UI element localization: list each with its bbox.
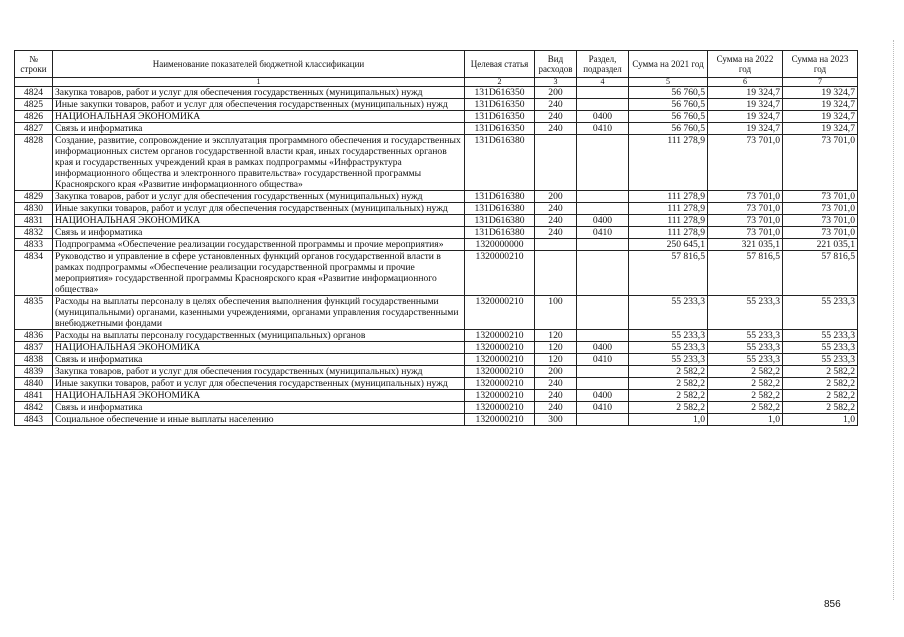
sum-2021-cell: 57 816,5 (629, 251, 708, 296)
section-cell (577, 330, 629, 342)
target-article-cell: 1320000210 (465, 296, 535, 330)
indicator-name-cell: Связь и информатика (53, 402, 465, 414)
sum-2023-cell: 2 582,2 (783, 402, 858, 414)
sum-2021-cell: 111 278,9 (629, 203, 708, 215)
sum-2023-cell: 2 582,2 (783, 366, 858, 378)
target-article-cell: 1320000210 (465, 251, 535, 296)
sum-2022-cell: 19 324,7 (708, 111, 783, 123)
indicator-name-cell: НАЦИОНАЛЬНАЯ ЭКОНОМИКА (53, 111, 465, 123)
row-number-cell: 4837 (15, 342, 53, 354)
sum-2021-cell: 111 278,9 (629, 191, 708, 203)
sum-2021-cell: 56 760,5 (629, 99, 708, 111)
sum-2021-cell: 1,0 (629, 414, 708, 426)
sum-2021-cell: 55 233,3 (629, 354, 708, 366)
expense-type-cell: 120 (535, 330, 577, 342)
column-number: 3 (535, 78, 577, 87)
table-row (15, 123, 858, 135)
target-article-cell: 131D616350 (465, 123, 535, 135)
indicator-name-cell: Связь и информатика (53, 227, 465, 239)
section-cell: 0410 (577, 123, 629, 135)
table-row (15, 330, 858, 342)
sum-2023-cell: 221 035,1 (783, 239, 858, 251)
row-number-cell: 4840 (15, 378, 53, 390)
target-article-cell: 1320000210 (465, 354, 535, 366)
table-row (15, 296, 858, 330)
sum-2022-cell: 2 582,2 (708, 378, 783, 390)
sum-2021-cell: 111 278,9 (629, 227, 708, 239)
table-row (15, 135, 858, 191)
sum-2021-cell: 111 278,9 (629, 215, 708, 227)
target-article-cell: 1320000210 (465, 414, 535, 426)
target-article-cell: 131D616350 (465, 111, 535, 123)
target-article-cell: 1320000000 (465, 239, 535, 251)
section-cell: 0410 (577, 354, 629, 366)
target-article-cell: 131D616350 (465, 87, 535, 99)
sum-2022-cell: 73 701,0 (708, 203, 783, 215)
row-number-cell: 4843 (15, 414, 53, 426)
expense-type-cell: 240 (535, 111, 577, 123)
expense-type-cell (535, 239, 577, 251)
sum-2022-cell: 19 324,7 (708, 123, 783, 135)
indicator-name-cell: Подпрограмма «Обеспечение реализации государственной программы и прочие мероприятия» (53, 239, 465, 251)
section-cell: 0400 (577, 342, 629, 354)
section-cell: 0400 (577, 215, 629, 227)
sum-2023-cell: 55 233,3 (783, 296, 858, 330)
row-number-cell: 4838 (15, 354, 53, 366)
table-row (15, 239, 858, 251)
indicator-name-cell: Закупка товаров, работ и услуг для обеспечения государственных (муниципальных) нужд (53, 87, 465, 99)
budget-table (14, 50, 858, 426)
header-section: Раздел, подраздел (577, 51, 629, 78)
indicator-name-cell: Создание, развитие, сопровождение и эксплуатация программного обеспечения и государственных информационных систем органов государственной власти края, иных государственных органов края и государственных учреждений края в рамках подпрограммы «Инфраструктура информационного общества и электронного правительства» государственной программы Красноярского края «Развитие информационного общества» (53, 135, 465, 191)
expense-type-cell: 100 (535, 296, 577, 330)
sum-2023-cell: 55 233,3 (783, 342, 858, 354)
sum-2023-cell: 73 701,0 (783, 135, 858, 191)
sum-2023-cell: 19 324,7 (783, 123, 858, 135)
section-cell: 0400 (577, 111, 629, 123)
target-article-cell: 1320000210 (465, 402, 535, 414)
sum-2022-cell: 73 701,0 (708, 191, 783, 203)
sum-2023-cell: 19 324,7 (783, 99, 858, 111)
indicator-name-cell: Руководство и управление в сфере установленных функций органов государственной власти в рамках подпрограммы «Обеспечение реализации государственной программы и прочие мероприятия» государственной программы Красноярского края «Развитие информационного общества» (53, 251, 465, 296)
table-body (15, 87, 858, 426)
sum-2023-cell: 2 582,2 (783, 378, 858, 390)
indicator-name-cell: Связь и информатика (53, 354, 465, 366)
expense-type-cell: 200 (535, 366, 577, 378)
target-article-cell: 131D616380 (465, 191, 535, 203)
sum-2022-cell: 73 701,0 (708, 215, 783, 227)
header-row-number: № строки (15, 51, 53, 78)
expense-type-cell: 240 (535, 402, 577, 414)
expense-type-cell: 120 (535, 342, 577, 354)
table-row (15, 378, 858, 390)
row-number-cell: 4826 (15, 111, 53, 123)
header-target-article: Целевая статья (465, 51, 535, 78)
target-article-cell: 1320000210 (465, 378, 535, 390)
target-article-cell: 1320000210 (465, 330, 535, 342)
indicator-name-cell: Социальное обеспечение и иные выплаты населению (53, 414, 465, 426)
indicator-name-cell: Закупка товаров, работ и услуг для обеспечения государственных (муниципальных) нужд (53, 366, 465, 378)
expense-type-cell: 240 (535, 215, 577, 227)
sum-2022-cell: 55 233,3 (708, 296, 783, 330)
sum-2022-cell: 2 582,2 (708, 402, 783, 414)
target-article-cell: 131D616380 (465, 227, 535, 239)
row-number-cell: 4830 (15, 203, 53, 215)
sum-2023-cell: 19 324,7 (783, 111, 858, 123)
table-row (15, 191, 858, 203)
indicator-name-cell: Иные закупки товаров, работ и услуг для обеспечения государственных (муниципальных) нужд (53, 99, 465, 111)
sum-2022-cell: 1,0 (708, 414, 783, 426)
table-row (15, 402, 858, 414)
target-article-cell: 131D616380 (465, 215, 535, 227)
sum-2023-cell: 73 701,0 (783, 227, 858, 239)
expense-type-cell: 240 (535, 390, 577, 402)
header-sum-2021: Сумма на 2021 год (629, 51, 708, 78)
row-number-cell: 4834 (15, 251, 53, 296)
column-number (15, 78, 53, 87)
table-row (15, 390, 858, 402)
section-cell (577, 366, 629, 378)
row-number-cell: 4835 (15, 296, 53, 330)
sum-2021-cell: 2 582,2 (629, 366, 708, 378)
section-cell (577, 251, 629, 296)
sum-2021-cell: 55 233,3 (629, 342, 708, 354)
row-number-cell: 4824 (15, 87, 53, 99)
expense-type-cell: 240 (535, 227, 577, 239)
table-row (15, 354, 858, 366)
target-article-cell: 1320000210 (465, 342, 535, 354)
target-article-cell: 1320000210 (465, 366, 535, 378)
indicator-name-cell: Связь и информатика (53, 123, 465, 135)
page-edge-divider (893, 40, 895, 600)
sum-2021-cell: 2 582,2 (629, 378, 708, 390)
section-cell (577, 378, 629, 390)
table-row (15, 227, 858, 239)
section-cell (577, 87, 629, 99)
table-row (15, 203, 858, 215)
sum-2021-cell: 2 582,2 (629, 402, 708, 414)
sum-2023-cell: 2 582,2 (783, 390, 858, 402)
indicator-name-cell: Закупка товаров, работ и услуг для обеспечения государственных (муниципальных) нужд (53, 191, 465, 203)
indicator-name-cell: НАЦИОНАЛЬНАЯ ЭКОНОМИКА (53, 390, 465, 402)
sum-2023-cell: 1,0 (783, 414, 858, 426)
table-row (15, 366, 858, 378)
table-row (15, 414, 858, 426)
column-number: 2 (465, 78, 535, 87)
section-cell (577, 135, 629, 191)
column-number: 1 (53, 78, 465, 87)
table-row (15, 99, 858, 111)
expense-type-cell: 240 (535, 378, 577, 390)
sum-2023-cell: 55 233,3 (783, 354, 858, 366)
page-number: 856 (824, 599, 841, 610)
sum-2022-cell: 73 701,0 (708, 227, 783, 239)
sum-2022-cell: 2 582,2 (708, 390, 783, 402)
expense-type-cell: 300 (535, 414, 577, 426)
column-number: 5 (629, 78, 708, 87)
table-row (15, 215, 858, 227)
target-article-cell: 1320000210 (465, 390, 535, 402)
column-number: 4 (577, 78, 629, 87)
sum-2021-cell: 56 760,5 (629, 87, 708, 99)
table-row (15, 111, 858, 123)
section-cell: 0400 (577, 390, 629, 402)
sum-2022-cell: 55 233,3 (708, 342, 783, 354)
section-cell (577, 203, 629, 215)
row-number-cell: 4827 (15, 123, 53, 135)
row-number-cell: 4839 (15, 366, 53, 378)
sum-2023-cell: 55 233,3 (783, 330, 858, 342)
header-sum-2023: Сумма на 2023 год (783, 51, 858, 78)
expense-type-cell: 200 (535, 191, 577, 203)
section-cell (577, 296, 629, 330)
expense-type-cell (535, 135, 577, 191)
indicator-name-cell: Иные закупки товаров, работ и услуг для обеспечения государственных (муниципальных) нужд (53, 203, 465, 215)
sum-2022-cell: 2 582,2 (708, 366, 783, 378)
row-number-cell: 4841 (15, 390, 53, 402)
row-number-cell: 4833 (15, 239, 53, 251)
indicator-name-cell: Иные закупки товаров, работ и услуг для обеспечения государственных (муниципальных) нужд (53, 378, 465, 390)
sum-2021-cell: 56 760,5 (629, 123, 708, 135)
table-row (15, 251, 858, 296)
sum-2023-cell: 73 701,0 (783, 215, 858, 227)
row-number-cell: 4831 (15, 215, 53, 227)
sum-2022-cell: 55 233,3 (708, 330, 783, 342)
row-number-cell: 4836 (15, 330, 53, 342)
header-indicator-name: Наименование показателей бюджетной классификации (53, 51, 465, 78)
sum-2023-cell: 19 324,7 (783, 87, 858, 99)
sum-2023-cell: 73 701,0 (783, 203, 858, 215)
expense-type-cell: 240 (535, 99, 577, 111)
indicator-name-cell: НАЦИОНАЛЬНАЯ ЭКОНОМИКА (53, 215, 465, 227)
target-article-cell: 131D616350 (465, 99, 535, 111)
sum-2022-cell: 55 233,3 (708, 354, 783, 366)
section-cell (577, 191, 629, 203)
sum-2021-cell: 111 278,9 (629, 135, 708, 191)
sum-2022-cell: 57 816,5 (708, 251, 783, 296)
indicator-name-cell: Расходы на выплаты персоналу в целях обеспечения выполнения функций государственными (муниципальными) органами, казенными учреждениями, органами управления государственными внебюджетными фондами (53, 296, 465, 330)
target-article-cell: 131D616380 (465, 203, 535, 215)
sum-2021-cell: 55 233,3 (629, 296, 708, 330)
table-row (15, 342, 858, 354)
header-expense-type: Вид расходов (535, 51, 577, 78)
section-cell: 0410 (577, 227, 629, 239)
section-cell (577, 414, 629, 426)
indicator-name-cell: Расходы на выплаты персоналу государственных (муниципальных) органов (53, 330, 465, 342)
section-cell: 0410 (577, 402, 629, 414)
row-number-cell: 4842 (15, 402, 53, 414)
sum-2022-cell: 19 324,7 (708, 99, 783, 111)
expense-type-cell: 120 (535, 354, 577, 366)
row-number-cell: 4829 (15, 191, 53, 203)
column-number: 6 (708, 78, 783, 87)
row-number-cell: 4828 (15, 135, 53, 191)
sum-2021-cell: 2 582,2 (629, 390, 708, 402)
row-number-cell: 4825 (15, 99, 53, 111)
sum-2021-cell: 56 760,5 (629, 111, 708, 123)
sum-2022-cell: 19 324,7 (708, 87, 783, 99)
expense-type-cell: 200 (535, 87, 577, 99)
sum-2023-cell: 73 701,0 (783, 191, 858, 203)
expense-type-cell (535, 251, 577, 296)
expense-type-cell: 240 (535, 123, 577, 135)
sum-2023-cell: 57 816,5 (783, 251, 858, 296)
sum-2022-cell: 73 701,0 (708, 135, 783, 191)
section-cell (577, 99, 629, 111)
section-cell (577, 239, 629, 251)
column-number: 7 (783, 78, 858, 87)
indicator-name-cell: НАЦИОНАЛЬНАЯ ЭКОНОМИКА (53, 342, 465, 354)
sum-2021-cell: 250 645,1 (629, 239, 708, 251)
header-sum-2022: Сумма на 2022 год (708, 51, 783, 78)
sum-2021-cell: 55 233,3 (629, 330, 708, 342)
table-row (15, 87, 858, 99)
target-article-cell: 131D616380 (465, 135, 535, 191)
sum-2022-cell: 321 035,1 (708, 239, 783, 251)
expense-type-cell: 240 (535, 203, 577, 215)
row-number-cell: 4832 (15, 227, 53, 239)
